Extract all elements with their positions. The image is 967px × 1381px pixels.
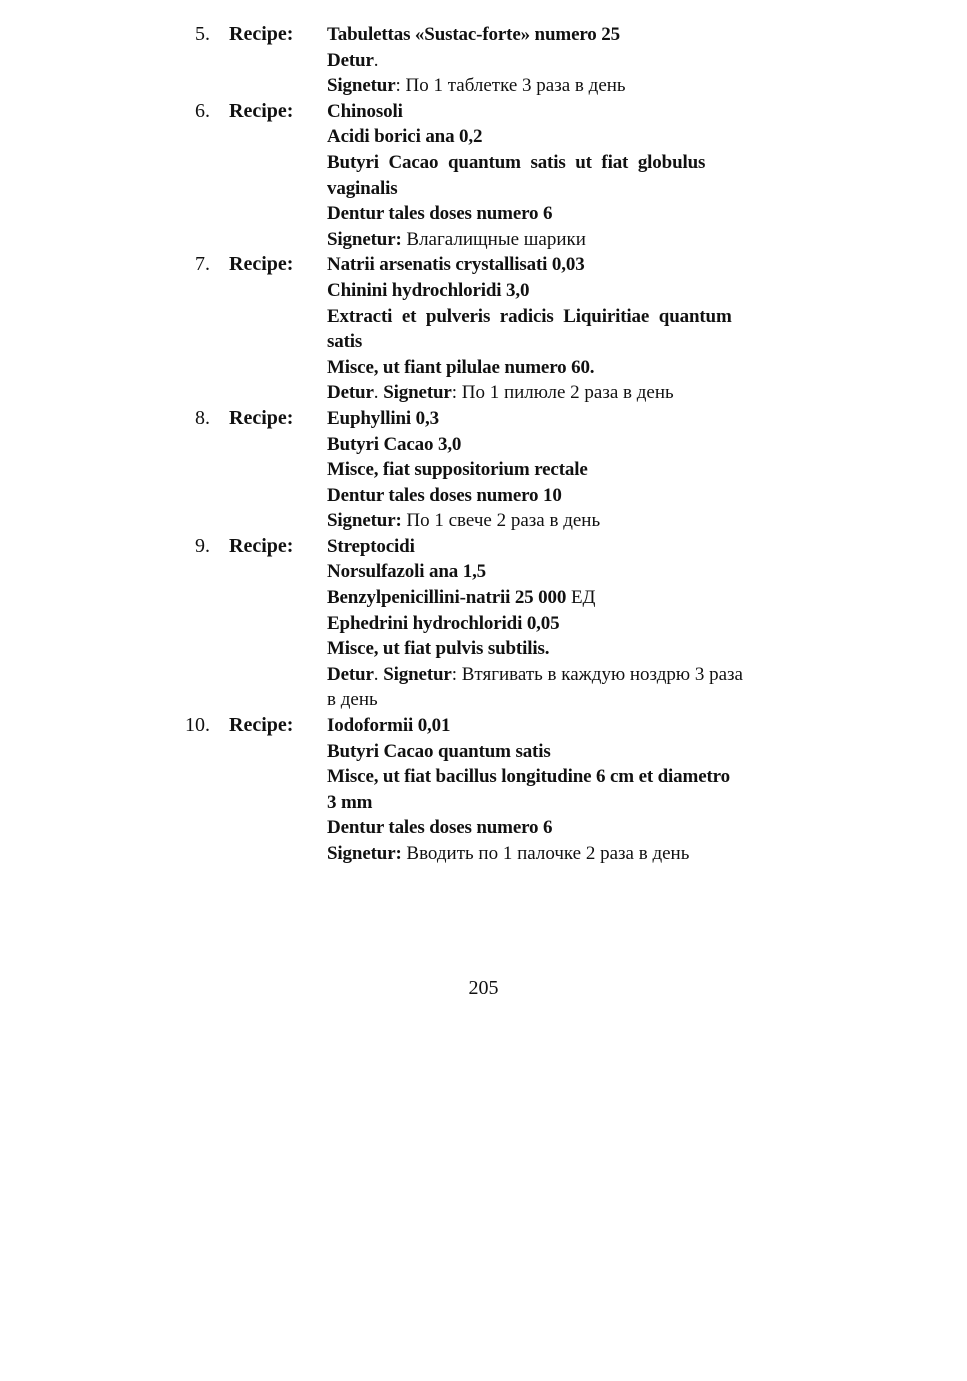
recipe-line: [327, 252, 787, 278]
recipe-label: Recipe:: [229, 714, 294, 737]
bold-text: Butyri Cacao quantum satis ut fiat globulus: [327, 151, 706, 173]
recipe-lines: [327, 99, 787, 253]
recipe-line: [327, 636, 787, 662]
bold-text: Signetur: [327, 75, 396, 97]
regular-text: ЕД: [566, 587, 596, 609]
regular-text: .: [373, 49, 379, 71]
recipe-lines: [327, 713, 787, 867]
recipe-line: [327, 559, 787, 585]
bold-text: Iodoformii 0,01: [327, 715, 451, 737]
recipe-line: [327, 227, 787, 253]
recipe-lines: [327, 406, 787, 534]
recipe-line: [327, 201, 787, 227]
bold-text: Acidi borici ana 0,2: [327, 126, 483, 148]
recipe-block: [0, 252, 967, 406]
recipe-block: [0, 713, 967, 867]
regular-text: По 1 свече 2 раза в день: [401, 510, 601, 532]
recipe-number: 9.: [195, 534, 210, 557]
regular-text: Вводить по 1 палочке 2 раза в день: [401, 843, 690, 864]
bold-text: Natrii arsenatis crystallisati 0,03: [327, 254, 585, 276]
recipe-line: [327, 457, 787, 483]
recipe-line: [327, 73, 787, 99]
recipe-label: Recipe:: [229, 534, 294, 557]
regular-text: .: [373, 382, 384, 404]
recipe-line: [327, 99, 787, 125]
recipe-line: [327, 278, 787, 304]
recipe-line: [327, 841, 787, 867]
bold-text: Misce, fiat suppositorium rectale: [327, 459, 588, 481]
recipe-line: [327, 355, 787, 381]
recipe-lines: [327, 252, 787, 406]
recipe-line: [327, 329, 787, 355]
recipe-line: [327, 739, 787, 765]
recipe-lines: [327, 534, 787, 713]
bold-text: Detur: [327, 49, 374, 71]
recipe-lines: [327, 22, 787, 99]
recipe-line: [327, 585, 787, 611]
bold-text: Dentur tales doses numero 6: [327, 203, 553, 225]
bold-text: Euphyllini 0,3: [327, 407, 439, 429]
bold-text: Chinosoli: [327, 100, 403, 122]
bold-text: satis: [327, 331, 363, 353]
recipe-number: 7.: [195, 253, 210, 276]
bold-text: vaginalis: [327, 177, 398, 199]
recipe-line: [327, 662, 787, 688]
recipe-block: [0, 534, 967, 713]
bold-text: Signetur: [383, 382, 452, 404]
bold-text: Misce, ut fiat pulvis subtilis.: [327, 638, 550, 660]
recipe-line: [327, 508, 787, 534]
regular-text: : По 1 таблетке 3 раза в день: [395, 75, 626, 97]
bold-text: Tabulettas «Sustac-forte» numero 25: [327, 24, 620, 45]
bold-text: Norsulfazoli ana 1,5: [327, 561, 487, 583]
bold-text: Streptocidi: [327, 535, 415, 557]
bold-text: Misce, ut fiant pilulae numero 60.: [327, 356, 595, 378]
recipe-line: [327, 150, 787, 176]
recipe-number: 6.: [195, 99, 210, 122]
bold-text: Chinini hydrochloridi 3,0: [327, 279, 530, 301]
recipe-line: [327, 815, 787, 841]
recipe-block: [0, 406, 967, 534]
bold-text: Butyri Cacao quantum satis: [327, 740, 551, 762]
bold-text: Extracti et pulveris radicis Liquiritiae quantum: [327, 305, 732, 327]
recipe-line: [327, 432, 787, 458]
recipe-number: 8.: [195, 406, 210, 429]
recipe-block: [0, 99, 967, 253]
recipe-label: Recipe:: [229, 99, 294, 122]
recipe-line: [327, 790, 787, 816]
recipe-line: [327, 483, 787, 509]
recipe-label: Recipe:: [229, 23, 294, 45]
bold-text: Signetur:: [327, 228, 402, 250]
regular-text: : Втягивать в каждую ноздрю 3 раза: [451, 663, 743, 685]
regular-text: .: [373, 663, 384, 685]
regular-text: Влагалищные шарики: [401, 228, 586, 250]
page-number: 205: [468, 977, 499, 999]
recipe-label: Recipe:: [229, 406, 294, 429]
recipe-line: [327, 176, 787, 202]
recipe-line: [327, 380, 787, 406]
bold-text: Benzylpenicillini-natrii 25 000: [327, 587, 567, 609]
recipe-line: [327, 406, 787, 432]
recipe-line: [327, 764, 787, 790]
recipe-line: [327, 713, 787, 739]
recipe-line: [327, 304, 787, 330]
regular-text: : По 1 пилюле 2 раза в день: [451, 382, 674, 404]
bold-text: Signetur:: [327, 843, 402, 864]
bold-text: Signetur:: [327, 510, 402, 532]
bold-text: Dentur tales doses numero 10: [327, 484, 562, 506]
recipe-block: [0, 22, 967, 99]
bold-text: Detur: [327, 663, 374, 685]
recipe-label: Recipe:: [229, 253, 294, 276]
recipe-line: [327, 611, 787, 637]
recipe-line: [327, 534, 787, 560]
recipe-number: 5.: [195, 23, 210, 45]
bold-text: Ephedrini hydrochloridi 0,05: [327, 612, 560, 634]
bold-text: Misce, ut fiat bacillus longitudine 6 cm et diametro: [327, 766, 730, 788]
bold-text: 3 mm: [327, 791, 373, 813]
bold-text: Butyri Cacao 3,0: [327, 433, 462, 455]
bold-text: Detur: [327, 382, 374, 404]
recipe-line: [327, 48, 787, 74]
recipe-line: [327, 22, 787, 48]
recipe-list: [0, 22, 967, 867]
bold-text: Dentur tales doses numero 6: [327, 817, 553, 839]
bold-text: Signetur: [383, 663, 452, 685]
recipe-line: [327, 687, 787, 713]
recipe-line: [327, 124, 787, 150]
recipe-number: 10.: [185, 714, 210, 737]
regular-text: в день: [327, 689, 378, 711]
